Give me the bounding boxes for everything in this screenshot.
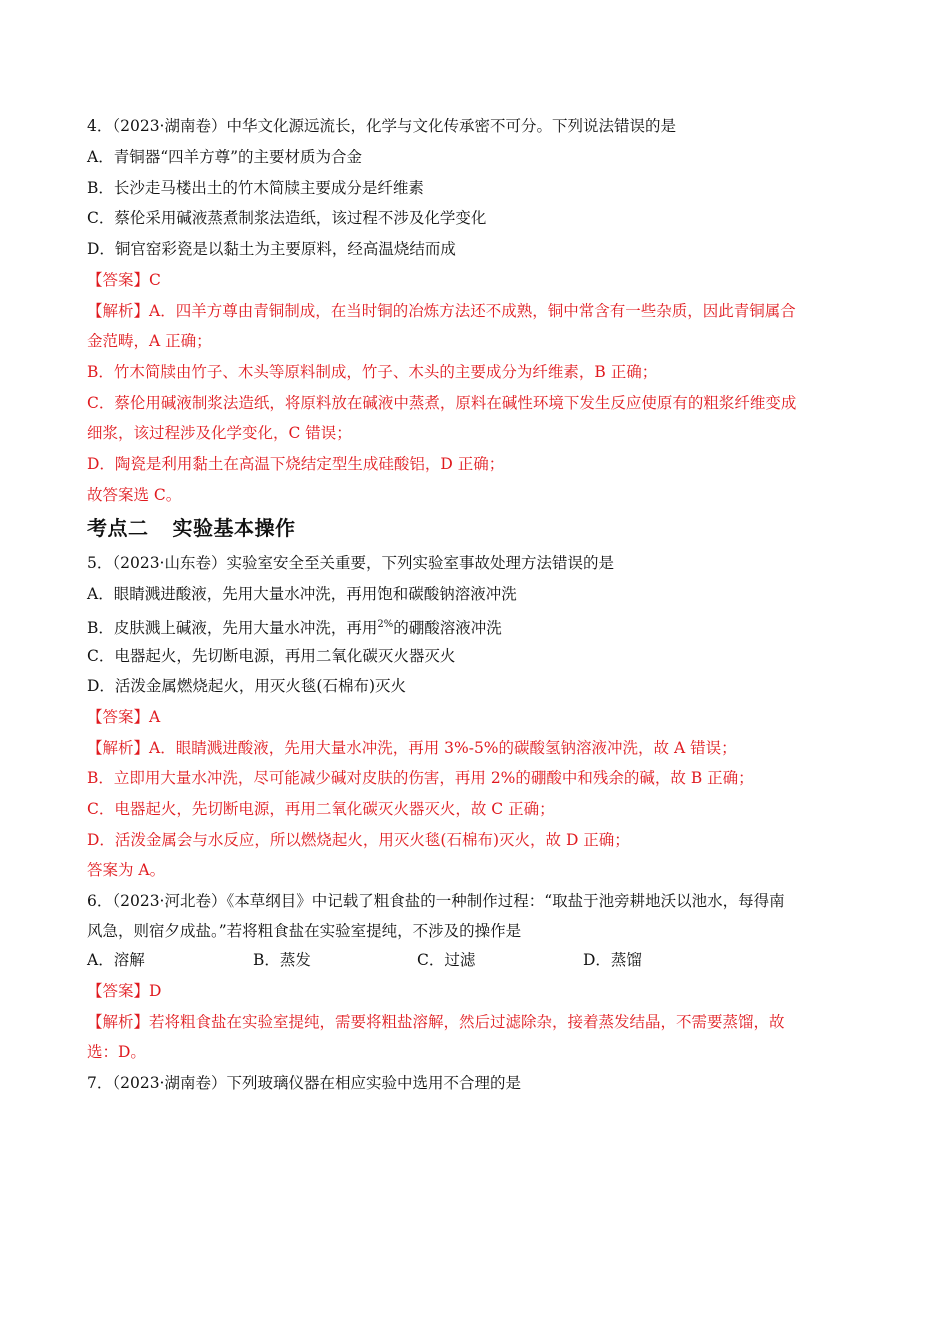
q5-stem: 5．（2023·山东卷）实验室安全至关重要，下列实验室事故处理方法错误的是 [87,554,614,572]
q4-analysis-line-7: 故答案选 C。 [87,486,182,504]
q4-analysis-line-5: 细浆，该过程涉及化学变化，C 错误； [87,424,352,442]
q4-analysis-line-3: B．竹木简牍由竹子、木头等原料制成，竹子、木头的主要成分为纤维素，B 正确； [87,363,658,381]
q5-analysis-line-3: C．电器起火，先切断电源，再用二氧化碳灭火器灭火，故 C 正确； [87,800,555,818]
q5-option-b-text-end: 的硼酸溶液冲洗 [393,619,502,638]
q6-analysis-line-1: 【解析】若将粗食盐在实验室提纯，需要将粗盐溶解，然后过滤除杂，接着蒸发结晶，不需要蒸馏，故 [87,1013,785,1031]
q4-option-c: C．蔡伦采用碱液蒸煮制浆法造纸，该过程不涉及化学变化 [87,209,487,227]
q6-option-c: C．过滤 [417,951,476,969]
q6-option-b: B．蒸发 [253,951,311,969]
q4-option-d: D．铜官窑彩瓷是以黏土为主要原料，经高温烧结而成 [87,240,456,258]
q5-analysis-line-4: D．活泼金属会与水反应，所以燃烧起火，用灭火毯(石棉布)灭火，故 D 正确； [87,831,630,849]
section-label: 考点二 [87,516,149,540]
q5-option-a: A．眼睛溅进酸液，先用大量水冲洗，再用饱和碳酸钠溶液冲洗 [87,585,517,603]
q5-answer: 【答案】A [87,708,161,726]
q4-analysis-line-6: D．陶瓷是利用黏土在高温下烧结定型生成硅酸铝，D 正确； [87,455,505,473]
q6-analysis-line-2: 选：D。 [87,1043,146,1061]
section-title: 实验基本操作 [172,516,296,540]
q7-stem: 7．（2023·湖南卷）下列玻璃仪器在相应实验中选用不合理的是 [87,1074,521,1092]
q4-stem: 4．（2023·湖南卷）中华文化源远流长，化学与文化传承密不可分。下列说法错误的是 [87,117,676,135]
q5-option-c: C．电器起火，先切断电源，再用二氧化碳灭火器灭火 [87,647,456,665]
q5-analysis-line-1: 【解析】A．眼睛溅进酸液，先用大量水冲洗，再用 3%-5%的碳酸氢钠溶液冲洗，故 A 错误； [87,739,737,757]
q4-analysis-line-4: C．蔡伦用碱液制浆法造纸，将原料放在碱液中蒸煮，原料在碱性环境下发生反应使原有的粗浆纤维变成 [87,394,797,412]
q5-option-d: D．活泼金属燃烧起火，用灭火毯(石棉布)灭火 [87,677,407,695]
q5-option-b-percent: 2% [377,619,394,630]
q6-stem-line-2: 风急，则宿夕成盐。”若将粗食盐在实验室提纯，不涉及的操作是 [87,922,522,940]
q4-answer: 【答案】C [87,271,161,289]
q6-option-d: D．蒸馏 [583,951,642,969]
q5-option-b-text: B．皮肤溅上碱液，先用大量水冲洗，再用 [87,619,378,638]
q4-analysis-line-1: 【解析】A．四羊方尊由青铜制成，在当时铜的冶炼方法还不成熟，铜中常含有一些杂质，因此青铜属合 [87,302,796,320]
q6-options-row [87,950,867,970]
q5-option-b [87,615,867,638]
q4-analysis-line-2: 金范畴，A 正确； [87,332,212,350]
q6-option-a: A．溶解 [87,951,145,969]
q4-option-a: A．青铜器“四羊方尊”的主要材质为合金 [87,148,363,166]
q6-answer: 【答案】D [87,982,162,1000]
q5-analysis-line-5: 答案为 A。 [87,861,166,879]
section-heading [87,516,296,540]
q6-stem-line-1: 6．（2023·河北卷）《本草纲目》中记载了粗食盐的一种制作过程：“取盐于池旁耕地沃以池水，每得南 [87,892,785,910]
q5-analysis-line-2: B．立即用大量水冲洗，尽可能减少碱对皮肤的伤害，再用 2%的硼酸中和残余的碱，故 B 正确； [87,769,754,787]
q4-option-b: B．长沙走马楼出土的竹木简牍主要成分是纤维素 [87,179,424,197]
